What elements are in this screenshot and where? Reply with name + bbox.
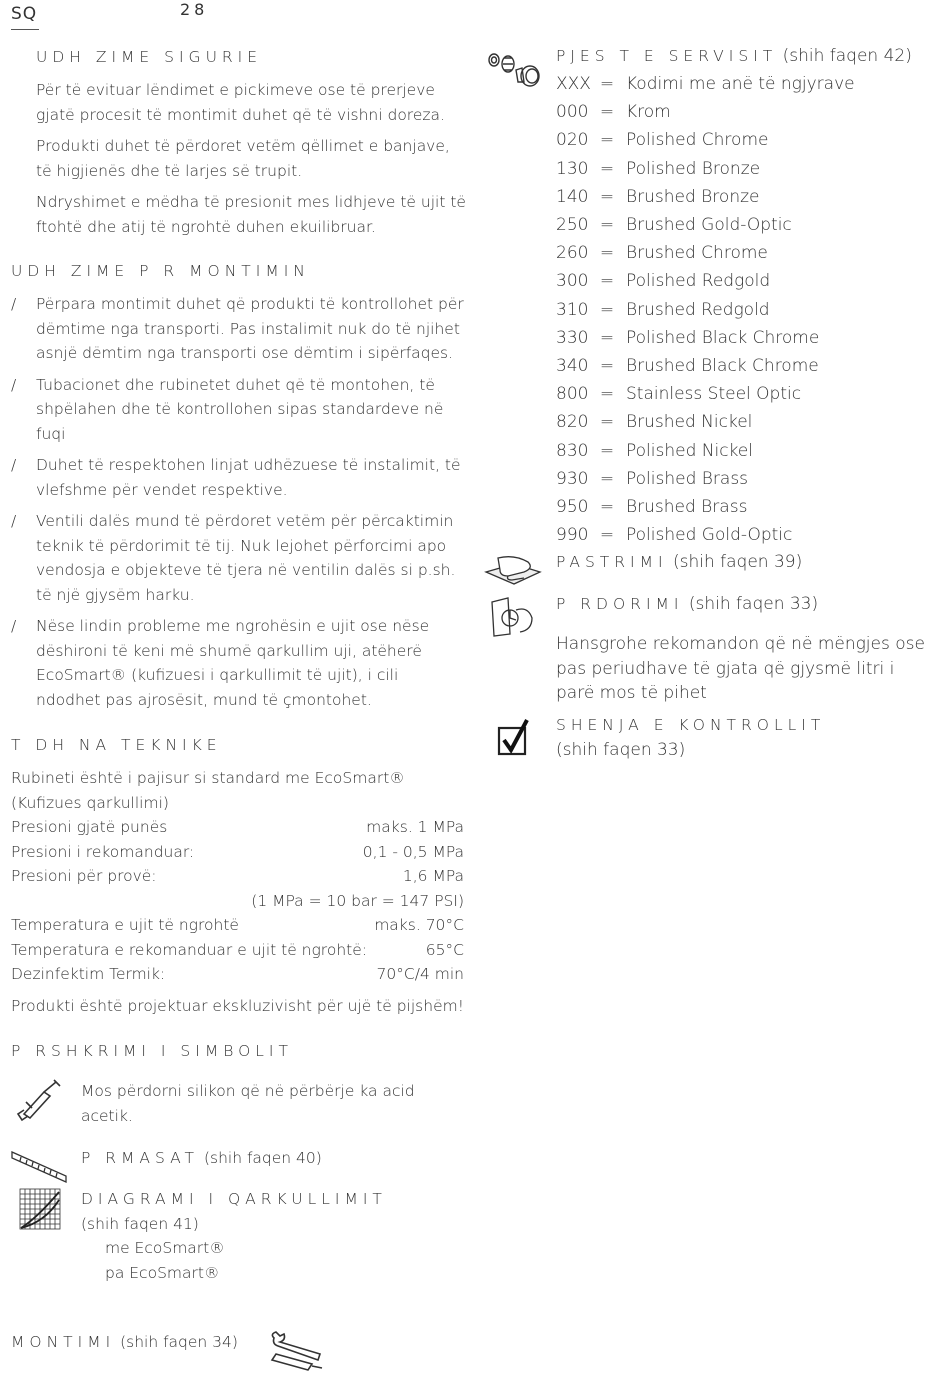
service-name: Polished Redgold bbox=[626, 271, 771, 292]
service-name: Brushed Black Chrome bbox=[626, 356, 819, 377]
ruler-icon bbox=[10, 1148, 68, 1184]
service-code: 830 bbox=[556, 440, 589, 461]
service-eq: = bbox=[599, 412, 615, 433]
service-eq: = bbox=[599, 299, 615, 320]
service-ref: (shih faqen 42) bbox=[782, 46, 912, 66]
safety-paragraph-1: Për të evituar lëndimet e pickimeve ose të prerjeve gjatë procesit të montimit duhet që të vishni doreza. bbox=[36, 81, 445, 124]
service-name: Polished Chrome bbox=[626, 130, 769, 151]
checkbox-checked-icon bbox=[497, 718, 531, 756]
service-eq: = bbox=[599, 215, 615, 236]
technical-value: 70°C/4 min bbox=[376, 965, 464, 983]
service-name: Krom bbox=[626, 102, 671, 123]
cleaning-ref: (shih faqen 39) bbox=[672, 552, 803, 572]
service-code: 300 bbox=[556, 271, 589, 292]
service-name: Polished Bronze bbox=[626, 158, 761, 179]
service-eq: = bbox=[599, 327, 615, 348]
service-item bbox=[556, 408, 936, 436]
assembly-item bbox=[11, 453, 464, 502]
service-name: Polished Brass bbox=[626, 468, 749, 489]
service-code: 950 bbox=[556, 497, 589, 518]
usage-hand-icon bbox=[488, 596, 538, 638]
bullet-slash: / bbox=[11, 375, 17, 394]
technical-label: Presioni i rekomanduar: bbox=[11, 842, 195, 861]
technical-label: Dezinfektim Termik: bbox=[11, 965, 166, 983]
service-name: Brushed Chrome bbox=[626, 243, 768, 264]
symbols-heading: P RSHKRIMI I SIMBOLIT bbox=[11, 1042, 293, 1060]
technical-row bbox=[11, 815, 464, 840]
service-eq: = bbox=[599, 243, 615, 264]
service-code: 330 bbox=[556, 327, 589, 348]
service-code: 000 bbox=[556, 102, 589, 123]
service-eq: = bbox=[599, 271, 615, 292]
usage-text: Hansgrohe rekomandon që në mëngjes ose pas periudhave të gjata që gjysmë litri i parë mos të pihet bbox=[556, 634, 925, 703]
service-item bbox=[556, 521, 936, 549]
service-name: Polished Nickel bbox=[626, 440, 753, 461]
dimensions-line bbox=[81, 1146, 322, 1171]
technical-value: maks. 70°C bbox=[374, 916, 464, 934]
assembly-item bbox=[11, 373, 464, 447]
service-item bbox=[556, 352, 936, 380]
flow-without-ecosmart: pa EcoSmart® bbox=[105, 1263, 220, 1282]
usage-line bbox=[556, 594, 818, 614]
service-code: 260 bbox=[556, 243, 589, 264]
silicone-text: Mos përdorni silikon që në përbërje ka acid acetik. bbox=[81, 1082, 415, 1125]
technical-label: Presioni gjatë punës bbox=[11, 818, 168, 836]
safety-heading: UDH ZIME SIGURIE bbox=[36, 48, 263, 66]
language-code: SQ bbox=[11, 4, 38, 24]
technical-intro: Rubineti është i pajisur si standard me EcoSmart® (Kufizues qarkullimi) bbox=[11, 769, 405, 812]
dimensions-title: P RMASAT bbox=[81, 1149, 200, 1167]
service-name: Kodimi me anë të ngjyrave bbox=[626, 74, 855, 94]
service-code: XXX bbox=[556, 74, 591, 94]
service-code: 250 bbox=[556, 215, 589, 236]
service-code: 140 bbox=[556, 186, 589, 207]
technical-row bbox=[11, 864, 464, 889]
service-item bbox=[556, 183, 936, 211]
assembly-item-text: Ventili dalës mund të përdoret vetëm për përcaktimin teknik të përdorimit të tij. Nuk lejohet përforcimi apo vendosja e objekteve të tjera në ventilin dalës si p.sh. të një gjysëm harku. bbox=[36, 512, 456, 604]
mounting-ref: (shih faqen 34) bbox=[120, 1333, 238, 1351]
bullet-slash: / bbox=[11, 512, 17, 530]
technical-row bbox=[11, 889, 464, 914]
service-code: 130 bbox=[556, 158, 589, 179]
technical-value: 65°C bbox=[425, 940, 464, 959]
safety-section bbox=[36, 78, 466, 239]
technical-section bbox=[11, 766, 464, 1018]
assembly-item bbox=[11, 509, 464, 607]
service-item bbox=[556, 267, 936, 295]
service-name: Brushed Brass bbox=[626, 497, 748, 518]
mounting-title: MONTIMI bbox=[11, 1333, 116, 1351]
bullet-slash: / bbox=[11, 617, 17, 635]
service-name: Stainless Steel Optic bbox=[626, 384, 802, 405]
service-code: 800 bbox=[556, 384, 589, 405]
technical-row bbox=[11, 840, 464, 865]
service-eq: = bbox=[599, 186, 615, 207]
service-name: Polished Gold-Optic bbox=[626, 525, 793, 546]
technical-row bbox=[11, 913, 464, 938]
technical-value: 1,6 MPa bbox=[402, 867, 464, 885]
checkmark-ref: (shih faqen 33) bbox=[556, 740, 686, 760]
service-item bbox=[556, 324, 936, 352]
language-underline bbox=[11, 29, 39, 30]
cleaning-line bbox=[556, 552, 802, 572]
flow-section bbox=[81, 1187, 461, 1285]
service-eq: = bbox=[599, 130, 615, 151]
service-eq: = bbox=[599, 384, 615, 405]
technical-label: Temperatura e rekomanduar e ujit të ngrohtë: bbox=[11, 940, 367, 959]
service-item bbox=[556, 98, 936, 126]
service-code: 990 bbox=[556, 525, 589, 546]
service-eq: = bbox=[599, 468, 615, 489]
service-item bbox=[556, 380, 936, 408]
assembly-item-text: Nëse lindin probleme me ngrohësin e ujit ose nëse dëshironi të keni më shumë qarkullim uji, atëherë EcoSmart® (kufizuesi i qarkullimit të ujit), i cili ndodhet pas ajrosësit, mund të çmontohet. bbox=[36, 617, 430, 709]
technical-value: 0,1 - 0,5 MPa bbox=[362, 842, 464, 861]
assembly-item bbox=[11, 292, 464, 366]
service-name: Brushed Gold-Optic bbox=[626, 215, 792, 236]
service-eq: = bbox=[599, 525, 615, 546]
technical-label: Presioni për provë: bbox=[11, 867, 157, 885]
dimensions-ref: (shih faqen 40) bbox=[203, 1149, 322, 1167]
mounting-line bbox=[11, 1330, 238, 1355]
checkmark-section bbox=[556, 713, 825, 763]
service-item bbox=[556, 70, 936, 98]
checkmark-title: SHENJA E KONTROLLIT bbox=[556, 716, 826, 734]
service-eq: = bbox=[599, 497, 615, 518]
service-eq: = bbox=[599, 158, 615, 179]
service-name: Polished Black Chrome bbox=[626, 327, 820, 348]
bullet-slash: / bbox=[11, 295, 17, 313]
technical-heading: T DH NA TEKNIKE bbox=[11, 736, 222, 754]
technical-label: Temperatura e ujit të ngrohtë bbox=[11, 916, 239, 934]
service-item bbox=[556, 465, 936, 493]
service-code: 020 bbox=[556, 130, 589, 151]
service-eq: = bbox=[599, 102, 615, 123]
flow-ref: (shih faqen 41) bbox=[81, 1214, 199, 1233]
assembly-item-text: Përpara montimit duhet që produkti të kontrollohet për dëmtime nga transporti. Pas instalimit nuk do të njihet asnjë dëmtim nga transporti ose dëmtim i sipërfaqes. bbox=[36, 295, 464, 362]
flow-title: DIAGRAMI I QARKULLIMIT bbox=[81, 1190, 387, 1208]
bullet-slash: / bbox=[11, 456, 17, 474]
silicone-gun-icon bbox=[14, 1078, 62, 1122]
service-name: Brushed Bronze bbox=[626, 186, 760, 207]
page-number: 28 bbox=[180, 0, 209, 19]
service-title: PJES T E SERVISIT bbox=[556, 47, 778, 65]
service-name: Brushed Nickel bbox=[626, 412, 753, 433]
technical-note: Produkti është projektuar ekskluzivisht për ujë të pijshëm! bbox=[11, 996, 464, 1015]
assembly-item bbox=[11, 614, 464, 712]
technical-row bbox=[11, 962, 464, 987]
usage-title: P RDORIMI bbox=[556, 595, 684, 613]
service-eq: = bbox=[599, 74, 615, 94]
service-code: 820 bbox=[556, 412, 589, 433]
assembly-item-text: Tubacionet dhe rubinetet duhet që të montohen, të shpëlahen dhe të kontrollohen sipas standardeve në fuqi bbox=[36, 375, 444, 443]
service-eq: = bbox=[599, 440, 615, 461]
cleaning-hand-icon bbox=[484, 554, 544, 592]
service-code: 310 bbox=[556, 299, 589, 320]
technical-value: (1 MPa = 10 bar = 147 PSI) bbox=[251, 891, 464, 910]
service-item bbox=[556, 239, 936, 267]
assembly-item-text: Duhet të respektohen linjat udhëzuese të instalimit, të vlefshme për vendet respektive. bbox=[36, 456, 461, 499]
service-item bbox=[556, 126, 936, 154]
technical-value: maks. 1 MPa bbox=[366, 818, 464, 836]
safety-paragraph-2: Produkti duhet të përdoret vetëm qëllimet e banjave, të higjienës dhe të larjes së trupit. bbox=[36, 137, 450, 180]
cleaning-title: PASTRIMI bbox=[556, 553, 668, 571]
service-name: Brushed Redgold bbox=[626, 299, 770, 320]
usage-ref: (shih faqen 33) bbox=[688, 594, 819, 614]
technical-row bbox=[11, 938, 464, 963]
service-item bbox=[556, 211, 936, 239]
safety-paragraph-3: Ndryshimet e mëdha të presionit mes lidhjeve të ujit të ftohtë dhe atij të ngrohtë duhen ekuilibruar. bbox=[36, 193, 466, 236]
service-heading-line bbox=[556, 46, 912, 66]
service-item bbox=[556, 296, 936, 324]
service-eq: = bbox=[599, 356, 615, 377]
service-item bbox=[556, 437, 936, 465]
assembly-heading: UDH ZIME P R MONTIMIN bbox=[11, 262, 310, 280]
service-list bbox=[556, 70, 936, 549]
service-item bbox=[556, 493, 936, 521]
service-item bbox=[556, 155, 936, 183]
service-code: 340 bbox=[556, 356, 589, 377]
service-parts-icon bbox=[486, 48, 544, 88]
wrench-icon bbox=[268, 1330, 326, 1374]
service-code: 930 bbox=[556, 468, 589, 489]
assembly-list bbox=[11, 292, 464, 719]
flow-diagram-icon bbox=[19, 1188, 61, 1230]
flow-with-ecosmart: me EcoSmart® bbox=[105, 1239, 225, 1257]
